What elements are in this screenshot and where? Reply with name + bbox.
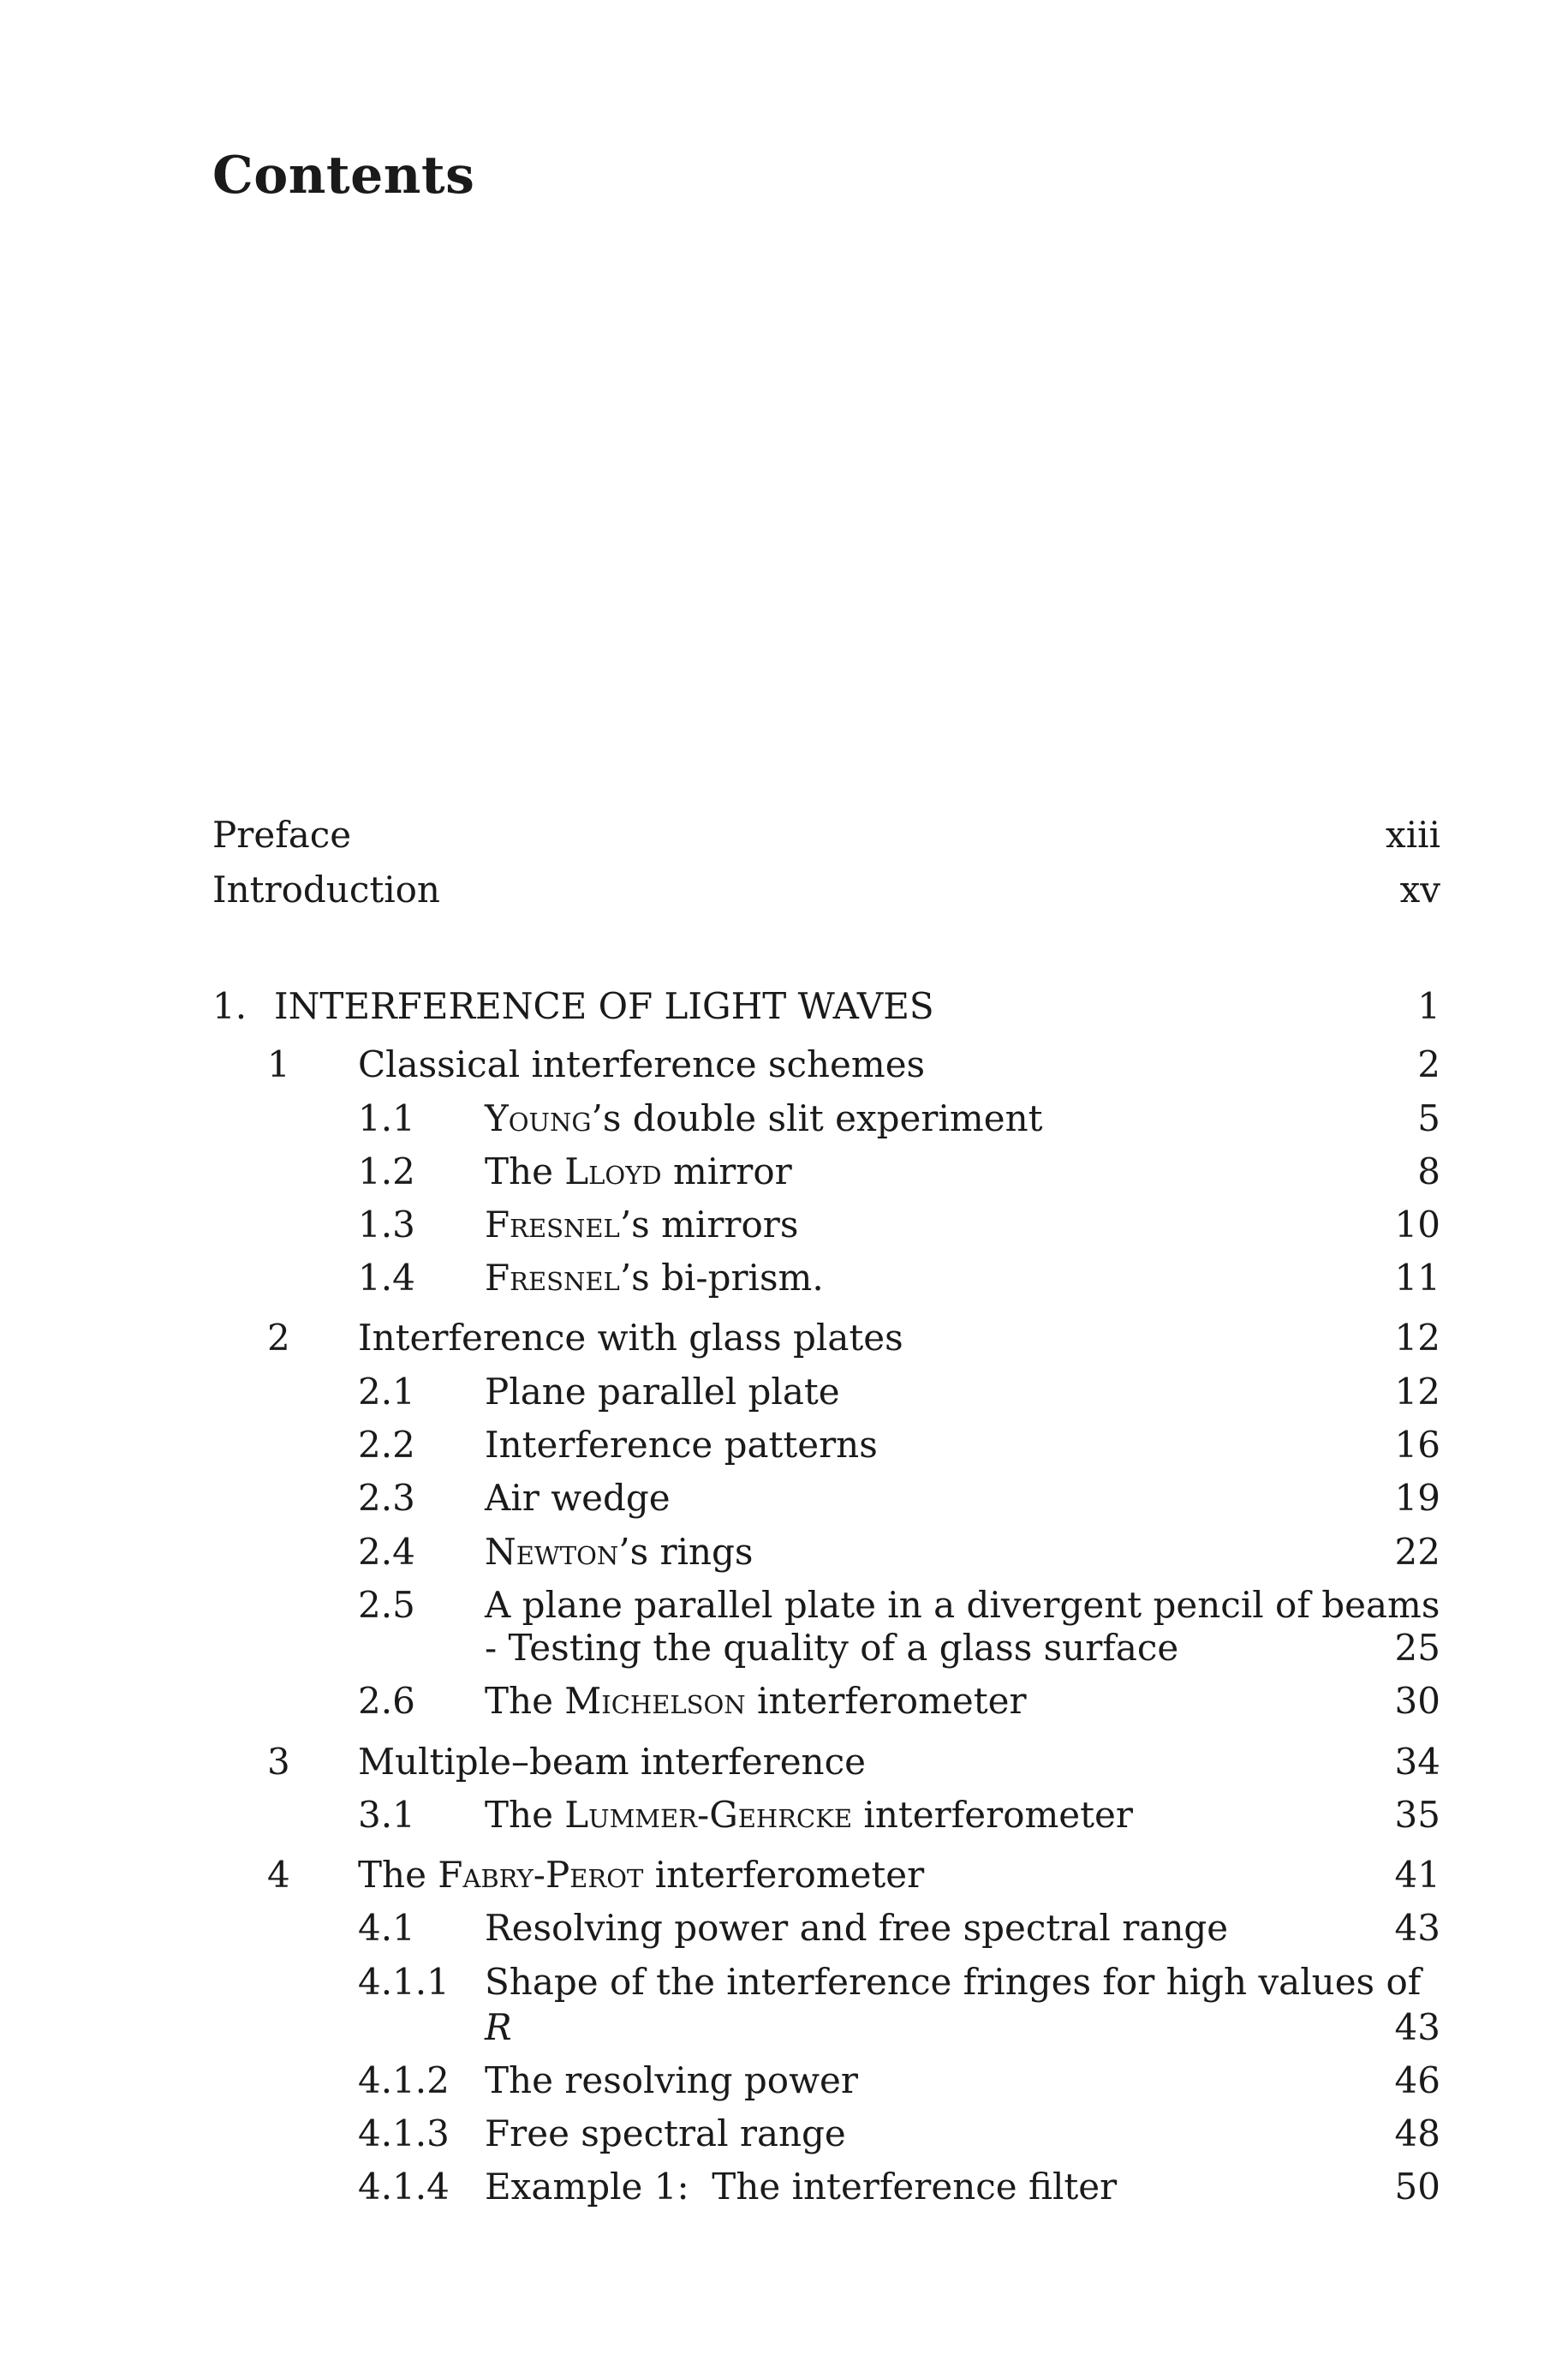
toc-subsection-page: 16 [1394, 1424, 1440, 1466]
toc-subsection-number: 1.3 [358, 1204, 415, 1246]
toc-subsubsection-number: 4.1.1 [358, 1961, 450, 2003]
toc-subsection-title[interactable]: Fresnel’s mirrors [485, 1204, 799, 1246]
toc-subsection-title[interactable]: Young’s double slit experiment [485, 1097, 1043, 1139]
toc-subsubsection-page: 43 [1394, 2006, 1440, 2048]
toc-subsubsection-title[interactable]: The resolving power [485, 2059, 858, 2101]
toc-subsubsection-title-continued[interactable] [485, 2006, 512, 2049]
toc-subsection-number: 2.6 [358, 1680, 415, 1722]
toc-subsection-number: 1.1 [358, 1097, 415, 1139]
toc-section-page: 2 [1417, 1043, 1440, 1085]
toc-subsection-page: 22 [1394, 1531, 1440, 1573]
toc-subsection-page: 8 [1417, 1150, 1440, 1192]
toc-subsection-title[interactable]: The Lummer-Gehrcke interferometer [485, 1794, 1133, 1836]
toc-subsection-title[interactable]: Plane parallel plate [485, 1371, 840, 1413]
toc-subsection-page: 19 [1394, 1477, 1440, 1519]
toc-subsection-title[interactable]: A plane parallel plate in a divergent pencil of beams [485, 1584, 1440, 1626]
toc-entry-title: Introduction [212, 869, 440, 911]
toc-subsection-number: 2.5 [358, 1584, 415, 1626]
toc-subsection-number: 2.3 [358, 1477, 415, 1519]
toc-section-page: 41 [1394, 1854, 1440, 1896]
toc-subsection-title[interactable]: The Lloyd mirror [485, 1150, 792, 1192]
toc-subsection-title[interactable]: Resolving power and free spectral range [485, 1907, 1229, 1949]
toc-subsubsection-title[interactable]: Free spectral range [485, 2112, 846, 2154]
toc-section-page: 34 [1394, 1741, 1440, 1783]
toc-chapter-page: 1 [1417, 985, 1440, 1027]
toc-subsection-number: 1.2 [358, 1150, 415, 1192]
toc-subsubsection-number: 4.1.3 [358, 2112, 450, 2154]
toc-subsection-number: 3.1 [358, 1794, 415, 1836]
toc-entry-introduction[interactable] [212, 869, 440, 911]
toc-subsubsection-number: 4.1.2 [358, 2059, 450, 2101]
toc-section-page: 12 [1394, 1317, 1440, 1359]
toc-subsection-title[interactable]: The Michelson interferometer [485, 1680, 1027, 1722]
toc-subsection-number: 2.4 [358, 1531, 415, 1573]
toc-subsection-title-continued[interactable]: - Testing the quality of a glass surface [485, 1627, 1179, 1669]
page-title: Contents [212, 146, 475, 206]
toc-subsection-page: 35 [1394, 1794, 1440, 1836]
toc-subsection-page: 25 [1394, 1627, 1440, 1669]
toc-subsubsection-page: 46 [1394, 2059, 1440, 2101]
toc-subsection-title[interactable]: Newton’s rings [485, 1531, 754, 1573]
toc-section-title[interactable]: Multiple–beam interference [358, 1741, 866, 1783]
toc-subsection-page: 12 [1394, 1371, 1440, 1413]
toc-subsection-number: 2.2 [358, 1424, 415, 1466]
toc-subsection-title[interactable]: Fresnel’s bi-prism. [485, 1257, 824, 1299]
toc-subsection-page: 30 [1394, 1680, 1440, 1722]
toc-section-number: 1 [267, 1043, 290, 1085]
toc-subsection-number: 4.1 [358, 1907, 415, 1949]
toc-subsection-page: 10 [1394, 1204, 1440, 1246]
toc-section-number: 2 [267, 1317, 290, 1359]
toc-section-number: 3 [267, 1741, 290, 1783]
toc-subsection-number: 1.4 [358, 1257, 415, 1299]
toc-section-title[interactable]: Classical interference schemes [358, 1043, 926, 1085]
toc-subsubsection-page: 50 [1394, 2166, 1440, 2208]
toc-subsubsection-title[interactable]: Example 1: The interference filter [485, 2166, 1118, 2208]
toc-section-title[interactable]: Interference with glass plates [358, 1317, 903, 1359]
toc-chapter-title[interactable]: INTERFERENCE OF LIGHT WAVES [274, 985, 934, 1027]
toc-subsection-page: 11 [1394, 1257, 1440, 1299]
toc-entry-page: xiii [1386, 814, 1440, 856]
toc-entry-page: xv [1399, 869, 1440, 911]
toc-section-title[interactable]: The Fabry-Perot interferometer [358, 1854, 925, 1896]
toc-chapter-number: 1. [212, 985, 247, 1027]
toc-subsubsection-page: 48 [1394, 2112, 1440, 2154]
toc-subsection-title[interactable]: Interference patterns [485, 1424, 878, 1466]
toc-subsubsection-title[interactable]: Shape of the interference fringes for high values of [485, 1961, 1422, 2003]
toc-entry-title: Preface [212, 814, 352, 856]
toc-subsubsection-number: 4.1.4 [358, 2166, 450, 2208]
toc-subsection-title[interactable]: Air wedge [485, 1477, 671, 1519]
toc-subsection-page: 5 [1417, 1097, 1440, 1139]
toc-subsection-page: 43 [1394, 1907, 1440, 1949]
script-r-symbol: R [485, 2006, 512, 2048]
toc-subsection-number: 2.1 [358, 1371, 415, 1413]
toc-section-number: 4 [267, 1854, 290, 1896]
